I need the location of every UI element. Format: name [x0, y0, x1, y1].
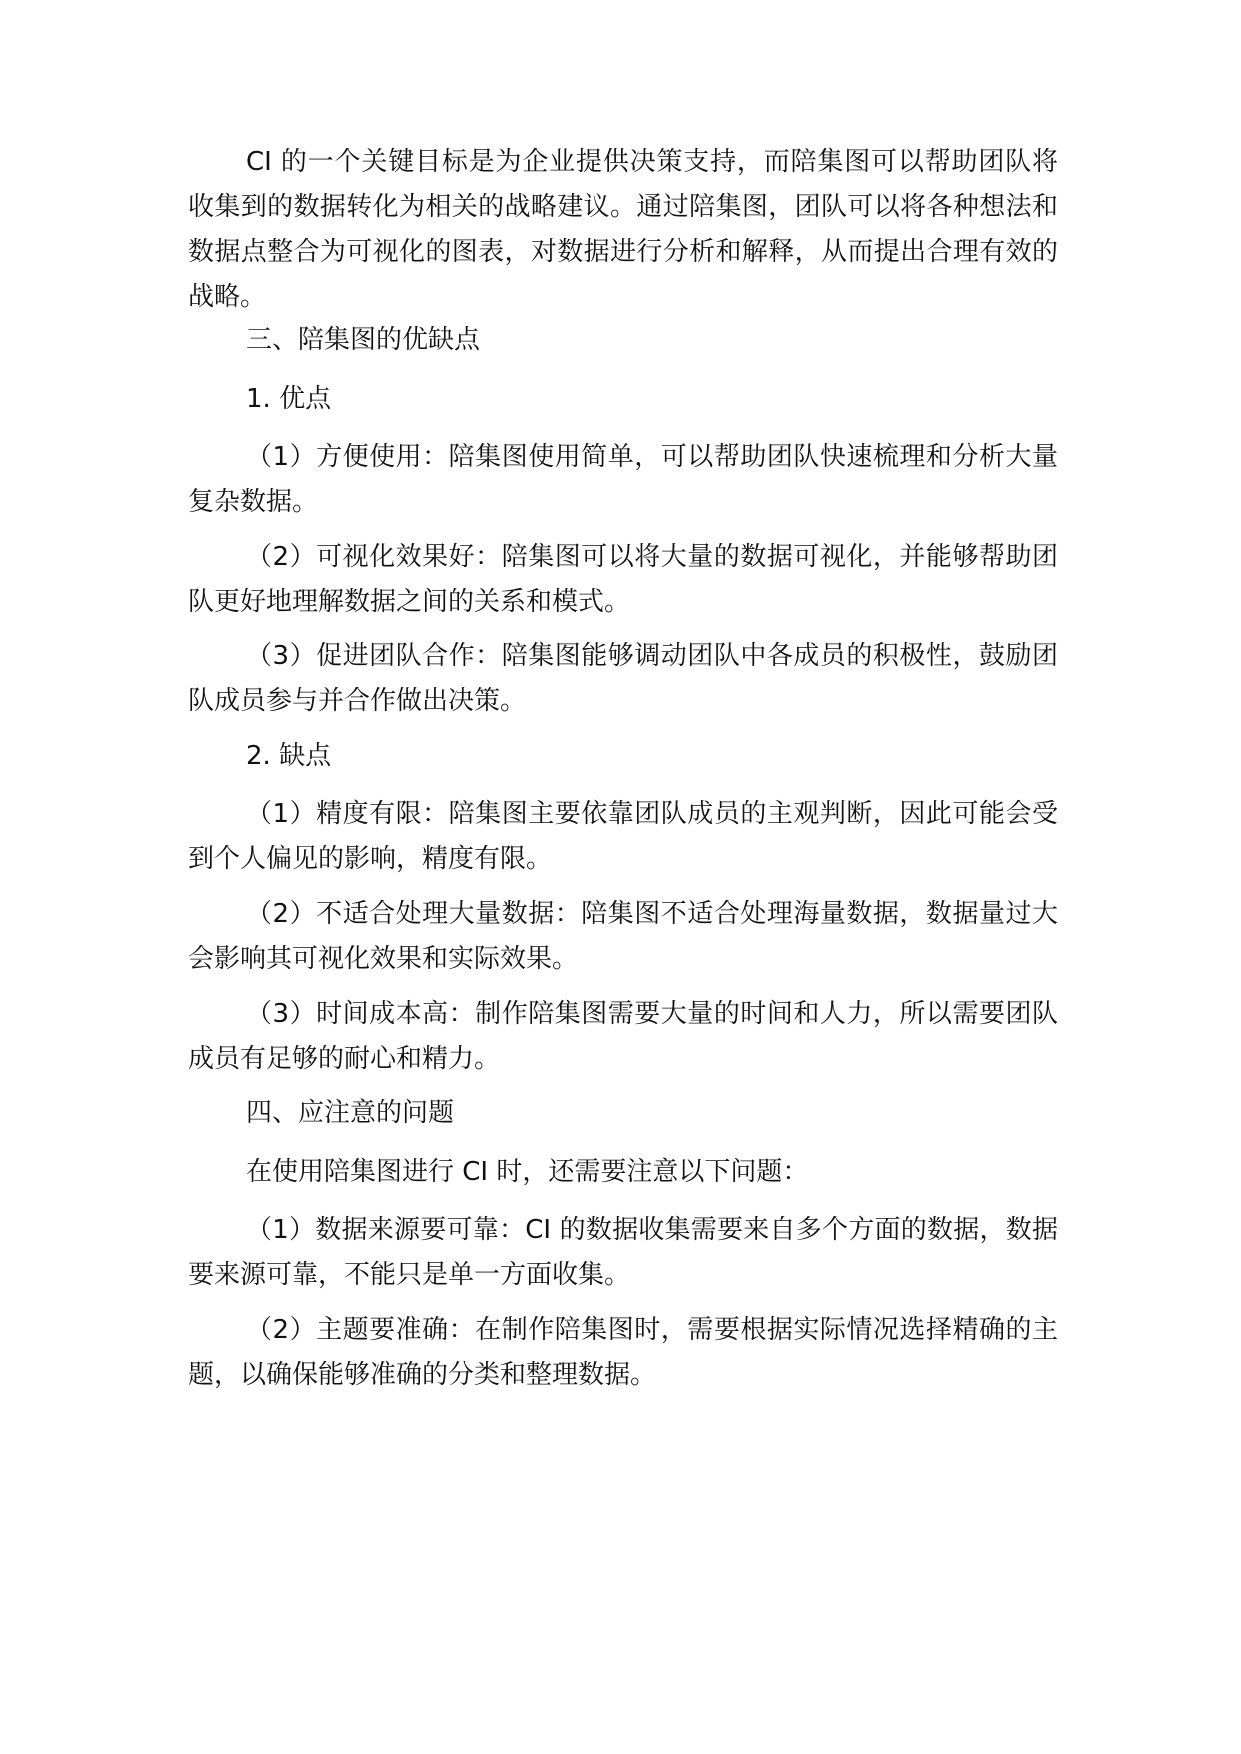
- note-item-2: （2）主题要准确：在制作陪集图时，需要根据实际情况选择精确的主题，以确保能够准确的分类和整理数据。: [188, 1315, 1058, 1390]
- advantage-item-2: （2）可视化效果好：陪集图可以将大量的数据可视化，并能够帮助团队更好地理解数据之间的关系和模式。: [188, 542, 1058, 617]
- intro-paragraph: CI 的一个关键目标是为企业提供决策支持，而陪集图可以帮助团队将收集到的数据转化为相关的战略建议。通过陪集图，团队可以将各种想法和数据点整合为可视化的图表，对数据进行分析和解释，从而提出合理有效的战略。: [188, 147, 1058, 312]
- advantage-item-3: （3）促进团队合作：陪集图能够调动团队中各成员的积极性，鼓励团队成员参与并合作做出决策。: [188, 641, 1058, 716]
- note-item-1: （1）数据来源要可靠：CI 的数据收集需要来自多个方面的数据，数据要来源可靠，不能只是单一方面收集。: [188, 1215, 1058, 1290]
- subheading-disadvantages: 2. 缺点: [246, 741, 332, 771]
- notes-intro: 在使用陪集图进行 CI 时，还需要注意以下问题：: [246, 1157, 809, 1187]
- section-heading-pros-cons: 三、陪集图的优缺点: [246, 325, 481, 355]
- disadvantage-item-3: （3）时间成本高：制作陪集图需要大量的时间和人力，所以需要团队成员有足够的耐心和精力。: [188, 999, 1058, 1074]
- disadvantage-item-2: （2）不适合处理大量数据：陪集图不适合处理海量数据，数据量过大会影响其可视化效果和实际效果。: [188, 899, 1058, 974]
- subheading-advantages: 1. 优点: [246, 384, 332, 414]
- section-heading-notes: 四、应注意的问题: [246, 1098, 455, 1128]
- disadvantage-item-1: （1）精度有限：陪集图主要依靠团队成员的主观判断，因此可能会受到个人偏见的影响，精度有限。: [188, 799, 1058, 874]
- advantage-item-1: （1）方便使用：陪集图使用简单，可以帮助团队快速梳理和分析大量复杂数据。: [188, 442, 1058, 517]
